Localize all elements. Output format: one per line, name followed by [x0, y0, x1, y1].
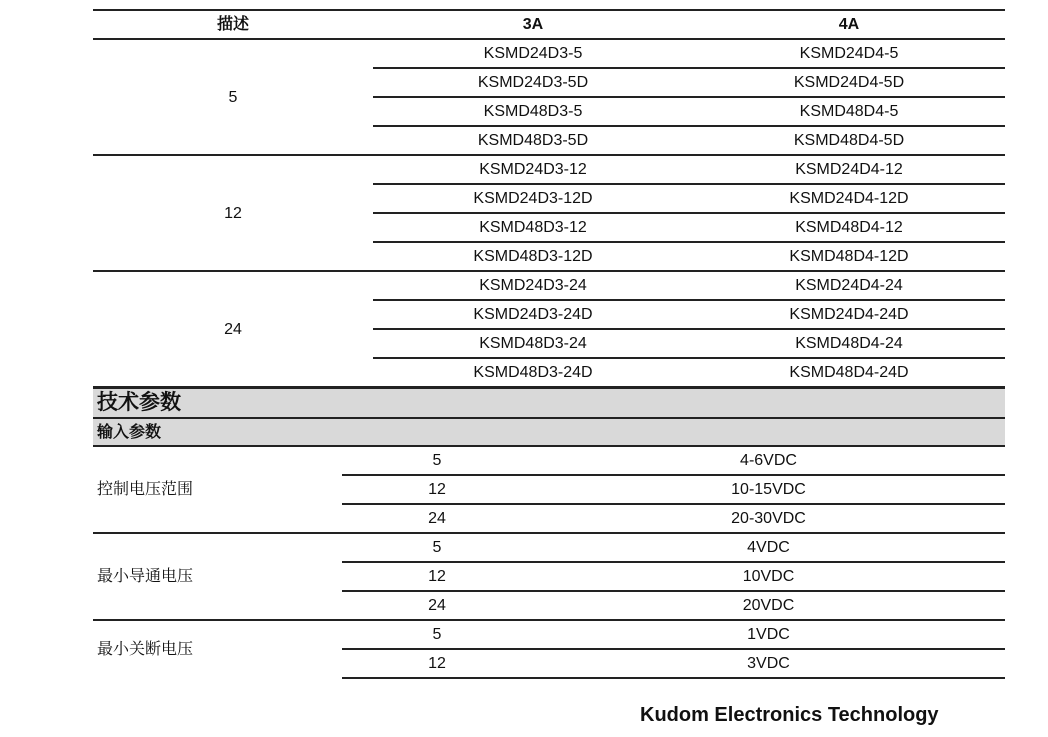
model-4a: KSMD24D4-5D: [793, 74, 905, 91]
param-voltage: 5: [432, 626, 442, 643]
input-section-title: 输入参数: [97, 424, 162, 441]
param-voltage: 24: [428, 597, 446, 614]
input-section-bar: [93, 419, 1005, 446]
model-3a: KSMD48D3-5: [483, 103, 583, 120]
row-rule: [342, 677, 1005, 679]
group-label: 12: [224, 204, 242, 222]
group-label: 24: [224, 320, 242, 338]
model-4a: KSMD24D4-12: [795, 161, 903, 178]
model-3a: KSMD48D3-12: [479, 219, 587, 236]
param-value: 10-15VDC: [731, 481, 806, 498]
tech-section-bar: [93, 387, 1005, 418]
param-label: 最小导通电压: [97, 568, 194, 585]
param-value: 20VDC: [742, 597, 795, 614]
param-value: 4-6VDC: [740, 452, 797, 469]
param-voltage: 12: [428, 655, 446, 672]
param-value: 4VDC: [747, 539, 790, 556]
model-3a: KSMD24D3-24: [479, 277, 587, 294]
section-rule: [93, 386, 1005, 389]
model-3a: KSMD24D3-5: [483, 45, 583, 62]
param-voltage: 5: [432, 452, 442, 469]
company-name: Kudom Electronics Technology: [640, 704, 939, 726]
param-voltage: 5: [432, 539, 442, 556]
model-3a: KSMD24D3-12: [479, 161, 587, 178]
model-3a: KSMD48D3-24D: [473, 364, 593, 381]
tech-section-title: 技术参数: [97, 391, 181, 414]
model-3a: KSMD24D3-24D: [473, 306, 593, 323]
model-4a: KSMD24D4-24: [795, 277, 903, 294]
model-4a: KSMD48D4-5D: [793, 132, 905, 149]
param-value: 10VDC: [742, 568, 795, 585]
param-value: 1VDC: [747, 626, 790, 643]
param-voltage: 12: [428, 568, 446, 585]
model-3a: KSMD24D3-12D: [473, 190, 593, 207]
param-voltage: 12: [428, 481, 446, 498]
model-3a: KSMD48D3-12D: [473, 248, 593, 265]
param-value: 20-30VDC: [731, 510, 806, 527]
model-4a: KSMD48D4-24: [795, 335, 903, 352]
model-3a: KSMD48D3-5D: [477, 132, 589, 149]
model-4a: KSMD48D4-12D: [789, 248, 909, 265]
param-label: 最小关断电压: [97, 640, 194, 658]
group-label: 5: [228, 88, 238, 106]
header-4a: 4A: [838, 16, 860, 33]
header-desc: 描述: [216, 16, 249, 33]
model-4a: KSMD48D4-5: [799, 103, 899, 120]
model-4a: KSMD24D4-5: [799, 45, 899, 62]
model-4a: KSMD48D4-12: [795, 219, 903, 236]
param-label: 控制电压范围: [97, 481, 194, 498]
model-4a: KSMD48D4-24D: [789, 364, 909, 381]
model-4a: KSMD24D4-24D: [789, 306, 909, 323]
model-4a: KSMD24D4-12D: [789, 190, 909, 207]
param-voltage: 24: [428, 510, 446, 527]
model-3a: KSMD24D3-5D: [477, 74, 589, 91]
model-3a: KSMD48D3-24: [479, 335, 587, 352]
header-3a: 3A: [522, 16, 544, 33]
param-value: 3VDC: [747, 655, 790, 672]
